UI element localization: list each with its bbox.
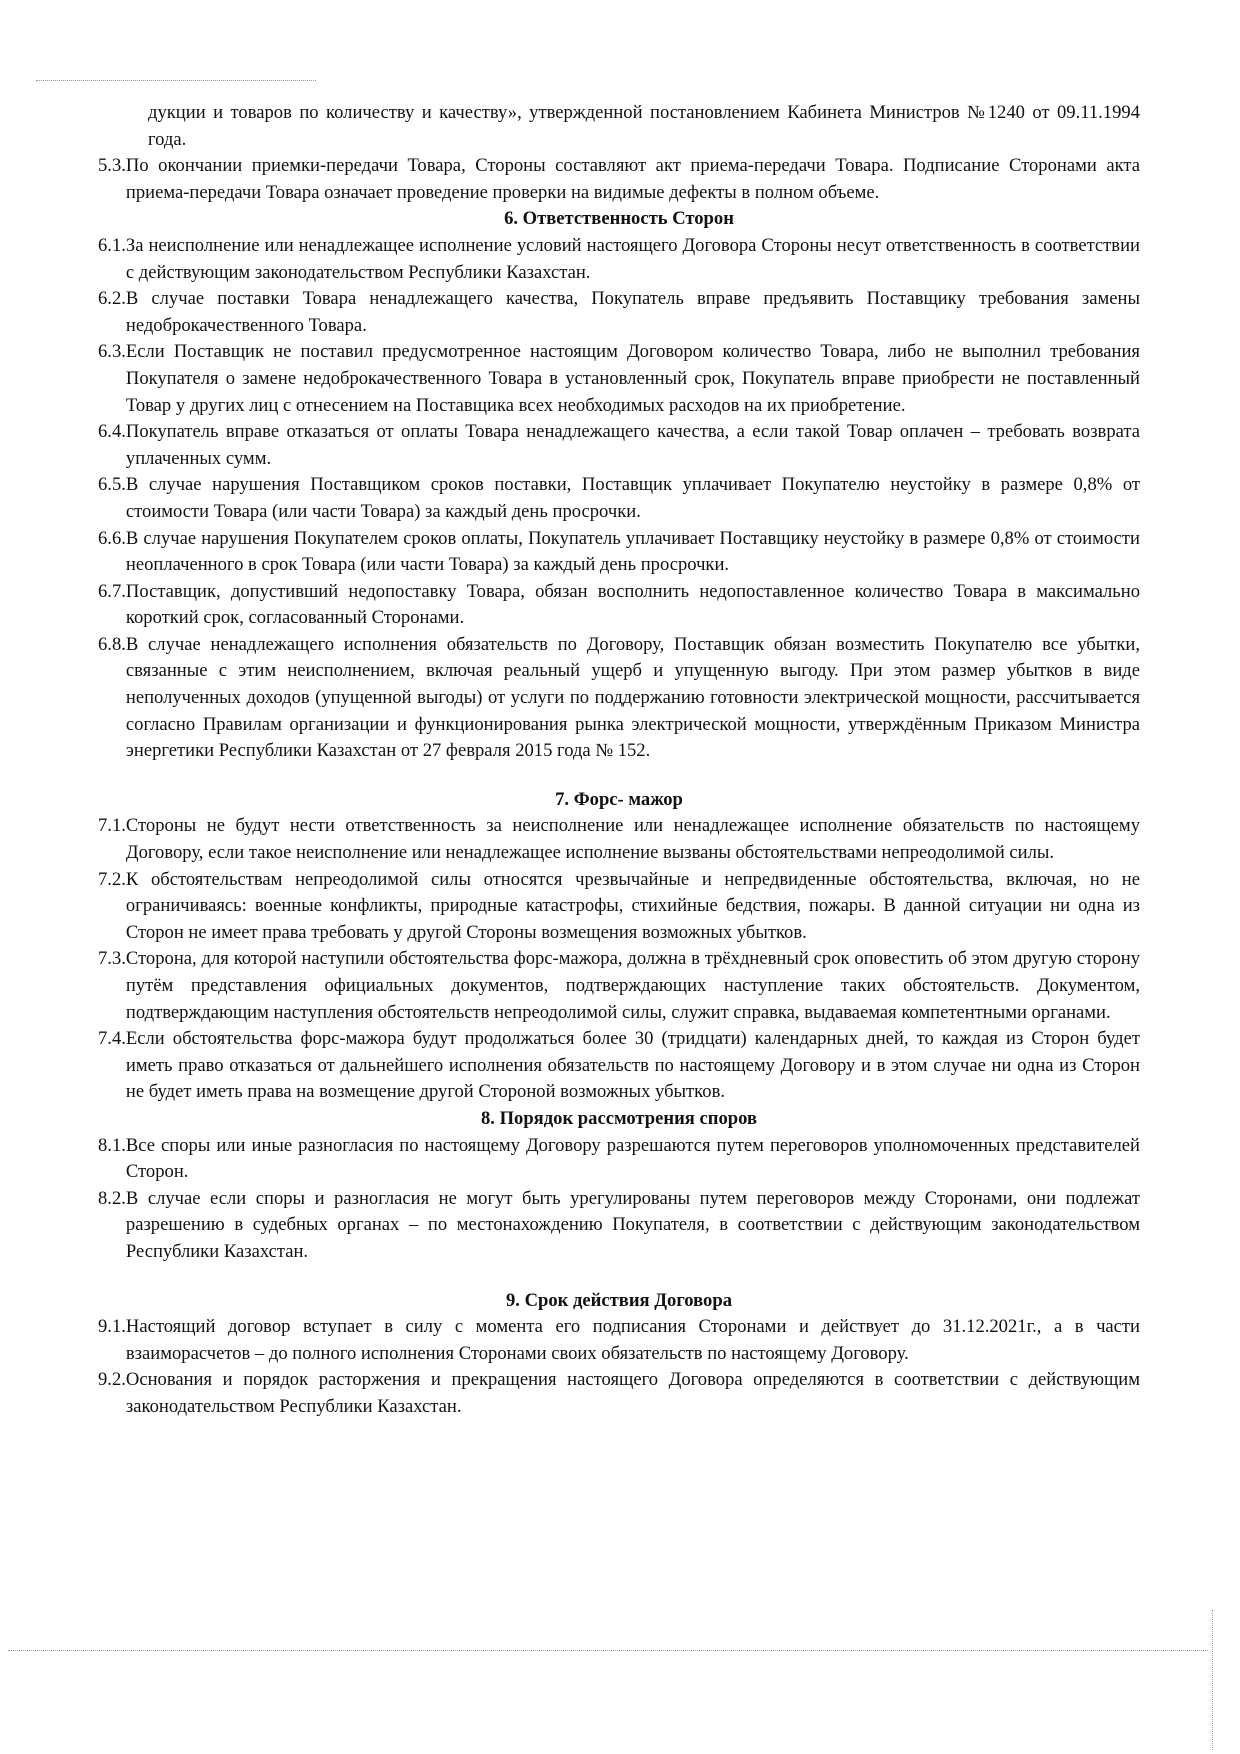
clause-number: 6.8.: [98, 633, 126, 655]
clause-7-3: [98, 946, 1140, 1026]
clause-6-7: [98, 579, 1140, 632]
clause-8-1: [98, 1133, 1140, 1186]
clause-6-1: [98, 233, 1140, 286]
spacer: [98, 1266, 1140, 1288]
clause-number: 7.2.: [98, 868, 126, 890]
clause-9-2: [98, 1367, 1140, 1420]
clause-6-3: [98, 339, 1140, 419]
clause-text: В случае нарушения Поставщиком сроков поставки, Поставщик уплачивает Покупателю неустойку в размере 0,8% от стоимости Товара (или части Товара) за каждый день просрочки.: [125, 474, 1140, 522]
clause-text: Если обстоятельства форс-мажора будут продолжаться более 30 (тридцати) календарных дней, то каждая из Сторон будет иметь право отказаться от дальнейшего исполнения обязательств по настоящему Договору и в этом случае ни одна из Сторон не будет иметь права на возмещение другой Стороной возможных убытков.: [125, 1028, 1140, 1103]
clause-text: По окончании приемки-передачи Товара, Стороны составляют акт приема-передачи Товара. Подписание Сторонами акта приема-передачи Товара означает проведение проверки на видимые дефекты в полном объеме.: [125, 155, 1140, 203]
clause-number: 9.1.: [98, 1316, 126, 1338]
section-heading-9: 9. Срок действия Договора: [506, 1289, 732, 1311]
clause-number: 6.3.: [98, 341, 126, 363]
clause-8-2: [98, 1186, 1140, 1266]
section-heading-7: 7. Форс- мажор: [555, 788, 683, 810]
scan-artifact-bottom: [8, 1650, 1208, 1651]
clause-text: Сторона, для которой наступили обстоятельства форс-мажора, должна в трёхдневный срок оповестить об этом другую сторону путём представления официальных документов, подтверждающих наступление таких обстоятельств. Документом, подтверждающим наступления обстоятельств непреодолимой силы, служит справка, выдаваемая компетентными органами.: [125, 948, 1140, 1023]
clause-6-2: [98, 286, 1140, 339]
clause-number: 6.5.: [98, 474, 126, 496]
clause-number: 8.1.: [98, 1134, 126, 1156]
scan-artifact-right: [1212, 1610, 1213, 1750]
clause-6-5: [98, 472, 1140, 525]
intro-continuation: дукции и товаров по количеству и качеству», утвержденной постановлением Кабинета Министров №1240 от 09.11.1994 года.: [148, 102, 1140, 150]
clause-number: 9.2.: [98, 1369, 126, 1391]
clause-text: За неисполнение или ненадлежащее исполнение условий настоящего Договора Стороны несут ответственность в соответствии с действующим законодательством Республики Казахстан.: [125, 234, 1140, 283]
clause-6-6: [98, 526, 1140, 579]
clause-text: В случае поставки Товара ненадлежащего качества, Покупатель вправе предъявить Поставщику требования замены недоброкачественного Товара.: [125, 288, 1140, 336]
clause-text: Покупатель вправе отказаться от оплаты Товара ненадлежащего качества, а если такой Товар оплачен – требовать возврата уплаченных сумм.: [125, 421, 1140, 469]
clause-text: В случае если споры и разногласия не могут быть урегулированы путем переговоров между Сторонами, они подлежат разрешению в судебных органах – по местонахождению Покупателя, в соответствии с действующим законодательством Республики Казахстан.: [125, 1187, 1140, 1262]
clause-number: 6.7.: [98, 580, 126, 602]
clause-text: В случае ненадлежащего исполнения обязательств по Договору, Поставщик обязан возместить Покупателю все убытки, связанные с этим неисполнением, включая реальный ущерб и упущенную выгоду. При этом размер убытков в виде неполученных доходов (упущенной выгоды) от услуги по поддержанию готовности электрической мощности, рассчитывается согласно Правилам организации и функционирования рынка электрической мощности, утверждённым Приказом Министра энергетики Республики Казахстан от 27 февраля 2015 года № 152.: [125, 633, 1140, 762]
section-heading-6: 6. Ответственность Сторон: [504, 208, 734, 230]
clause-text: Поставщик, допустивший недопоставку Товара, обязан восполнить недопоставленное количество Товара в максимально короткий срок, согласованный Сторонами.: [125, 580, 1140, 629]
clause-7-2: [98, 867, 1140, 947]
clause-9-1: [98, 1314, 1140, 1367]
clause-text: К обстоятельствам непреодолимой силы относятся чрезвычайные и непредвиденные обстоятельства, включая, но не ограничиваясь: военные конфликты, природные катастрофы, стихийные бедствия, пожары. В данной ситуации ни одна из Сторон не имеет права требовать у другой Стороны возмещения возможных убытков.: [125, 868, 1140, 943]
clause-text: Если Поставщик не поставил предусмотренное настоящим Договором количество Товара, либо не выполнил требования Покупателя о замене недоброкачественного Товара в установленный срок, Покупатель вправе приобрести не поставленный Товар у других лиц с отнесением на Поставщика всех необходимых расходов на их приобретение.: [125, 341, 1140, 416]
clause-text: Все споры или иные разногласия по настоящему Договору разрешаются путем переговоров уполномоченных представителей Сторон.: [125, 1134, 1140, 1183]
clause-number: 5.3.: [98, 155, 126, 177]
clause-number: 7.3.: [98, 948, 126, 970]
clause-7-4: [98, 1026, 1140, 1106]
clause-6-4: [98, 419, 1140, 472]
document-page: [98, 100, 1140, 1421]
clause-7-1: [98, 813, 1140, 866]
clause-text: Основания и порядок расторжения и прекращения настоящего Договора определяются в соответствии с действующим законодательством Республики Казахстан.: [125, 1369, 1140, 1417]
spacer: [98, 765, 1140, 787]
section-heading-8: 8. Порядок рассмотрения споров: [480, 1107, 757, 1129]
clause-number: 6.6.: [98, 527, 126, 549]
scan-artifact-top: [36, 80, 316, 81]
clause-text: В случае нарушения Покупателем сроков оплаты, Покупатель уплачивает Поставщику неустойку в размере 0,8% от стоимости неоплаченного в срок Товара (или части Товара) за каждый день просрочки.: [125, 527, 1140, 576]
clause-text: Стороны не будут нести ответственность за неисполнение или ненадлежащее исполнение обязательств по настоящему Договору, если такое неисполнение или ненадлежащее исполнение вызваны обстоятельствами непреодолимой силы.: [125, 815, 1140, 864]
clause-number: 8.2.: [98, 1187, 126, 1209]
clause-number: 6.4.: [98, 421, 126, 443]
clause-number: 7.4.: [98, 1028, 126, 1050]
clause-5-3: [98, 153, 1140, 206]
clause-6-8: [98, 632, 1140, 765]
clause-number: 7.1.: [98, 815, 126, 837]
clause-text: Настоящий договор вступает в силу с момента его подписания Сторонами и действует до 31.12.2021г., а в части взаиморасчетов – до полного исполнения Сторонами своих обязательств по настоящему Договору.: [125, 1316, 1140, 1364]
clause-number: 6.1.: [98, 234, 126, 256]
clause-number: 6.2.: [98, 288, 126, 310]
